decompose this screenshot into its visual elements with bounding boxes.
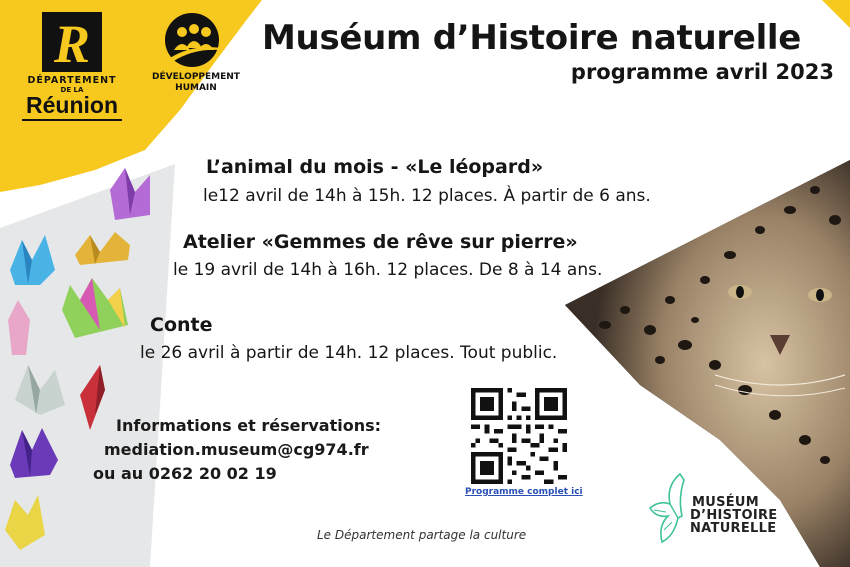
crystals-illustration bbox=[0, 160, 180, 567]
museum-logo-line1: MUSÉUM bbox=[692, 495, 760, 510]
event-3-detail: le 26 avril à partir de 14h. 12 places. Tout public. bbox=[140, 343, 558, 363]
crystal-red bbox=[80, 365, 105, 430]
page-title: Muséum d’Histoire naturelle bbox=[262, 18, 802, 58]
de-la-label: DE LA bbox=[60, 86, 84, 94]
museum-logo-line3: NATURELLE bbox=[690, 521, 777, 536]
event-1-title: L’animal du mois - «Le léopard» bbox=[206, 156, 544, 178]
departement-reunion-logo bbox=[18, 12, 126, 122]
museum-logo bbox=[640, 470, 790, 550]
humain-label: HUMAIN bbox=[175, 83, 217, 93]
crystal-rainbow-cluster bbox=[62, 278, 128, 338]
info-email-link[interactable]: mediation.museum@cg974.fr bbox=[104, 440, 369, 459]
info-phone: ou au 0262 20 02 19 bbox=[93, 464, 277, 483]
qr-program-link[interactable]: Programme complet ici bbox=[465, 487, 583, 497]
developpement-label: DÉVELOPPEMENT bbox=[152, 72, 240, 82]
logo-underline bbox=[22, 119, 122, 121]
event-1-detail: le12 avril de 14h à 15h. 12 places. À partir de 6 ans. bbox=[203, 186, 651, 206]
svg-text:R: R bbox=[53, 14, 91, 72]
crystal-yellow bbox=[5, 495, 45, 550]
event-2-title: Atelier «Gemmes de rêve sur pierre» bbox=[183, 231, 578, 253]
crystal-pink bbox=[8, 300, 30, 355]
event-2-detail: le 19 avril de 14h à 16h. 12 places. De 8 à 14 ans. bbox=[173, 260, 603, 280]
reunion-label: Réunion bbox=[26, 92, 118, 118]
yellow-corner-sliver bbox=[822, 0, 850, 28]
info-heading: Informations et réservations: bbox=[116, 416, 382, 435]
people-group-icon bbox=[162, 12, 226, 70]
r-monogram-icon bbox=[42, 12, 102, 72]
museum-logo-line2: D’HISTOIRE bbox=[690, 508, 778, 523]
qr-code-icon[interactable] bbox=[471, 388, 567, 484]
butterfly-icon bbox=[640, 470, 688, 548]
crystal-blue-cluster bbox=[10, 235, 55, 285]
crystal-purple-cluster bbox=[110, 168, 150, 220]
page-subtitle: programme avril 2023 bbox=[570, 60, 834, 84]
crystal-clear-cluster bbox=[15, 365, 65, 415]
footer-tagline: Le Département partage la culture bbox=[317, 528, 527, 542]
crystal-amethyst-cluster bbox=[10, 428, 58, 478]
departement-label: DÉPARTEMENT bbox=[27, 75, 117, 86]
event-3-title: Conte bbox=[150, 314, 213, 336]
crystal-gold-cluster bbox=[75, 232, 130, 265]
